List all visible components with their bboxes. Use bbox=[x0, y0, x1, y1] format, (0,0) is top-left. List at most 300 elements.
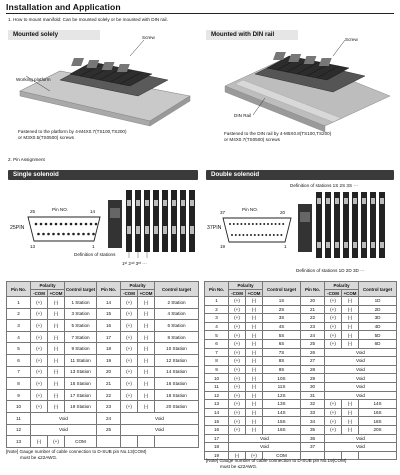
polarity-com-neg: (+) bbox=[229, 314, 246, 323]
polarity-com-neg: (+) bbox=[229, 417, 246, 426]
pin-number: 5 bbox=[205, 331, 229, 340]
table-row bbox=[205, 391, 397, 400]
polarity-com-pos: (-) bbox=[342, 314, 359, 323]
table-row bbox=[205, 443, 397, 452]
col-com-pos: +COM bbox=[246, 290, 263, 297]
polarity-com-neg: (+) bbox=[229, 425, 246, 434]
table-row bbox=[205, 434, 397, 443]
pin-number: 18 bbox=[97, 343, 121, 355]
control-target: 17 Station bbox=[65, 389, 97, 401]
table-row bbox=[205, 417, 397, 426]
pin-number: 10 bbox=[205, 374, 229, 383]
single-table-body bbox=[7, 297, 199, 448]
pin-number: 29 bbox=[301, 374, 325, 383]
pin-number: 13 bbox=[205, 400, 229, 409]
polarity-com-pos: (-) bbox=[246, 348, 263, 357]
table-row bbox=[205, 382, 397, 391]
single-note-line1: [Note] Gauge number of cable connection to D-SUB pin No.13(COM) bbox=[6, 449, 147, 454]
polarity-com-pos: (-) bbox=[138, 354, 155, 366]
control-target: 4S bbox=[263, 322, 301, 331]
pin-number: 18 bbox=[205, 443, 229, 452]
table-row bbox=[7, 354, 199, 366]
control-target: 14 Station bbox=[155, 366, 199, 378]
pin-number: 17 bbox=[205, 434, 229, 443]
control-target: 1S bbox=[263, 297, 301, 306]
table-row bbox=[205, 408, 397, 417]
polarity-com-neg: (+) bbox=[325, 314, 342, 323]
polarity-com-pos: (-) bbox=[342, 305, 359, 314]
void-cell: Void bbox=[325, 365, 397, 374]
pin-number: 37 bbox=[301, 443, 325, 452]
polarity-com-pos: (-) bbox=[246, 374, 263, 383]
polarity-com-neg: (+) bbox=[121, 320, 138, 332]
void-cell: Void bbox=[31, 412, 97, 424]
col-control: Control target bbox=[65, 282, 97, 297]
single-dsub-connector bbox=[26, 214, 102, 244]
pin-number: 24 bbox=[97, 412, 121, 424]
control-target: 10 Station bbox=[155, 343, 199, 355]
polarity-com-pos: (-) bbox=[342, 417, 359, 426]
control-target: 18 Station bbox=[155, 389, 199, 401]
pin-number: 11 bbox=[7, 412, 31, 424]
single-stations-label: Definition of stations bbox=[74, 252, 116, 257]
col-control: Control target bbox=[155, 282, 199, 297]
pin-number: 2 bbox=[205, 305, 229, 314]
pin-number: 27 bbox=[301, 357, 325, 366]
col-pin-no: Pin No. bbox=[97, 282, 121, 297]
double-manifold-topview bbox=[298, 190, 392, 264]
pin-number: 13 bbox=[7, 436, 31, 448]
col-control: Control target bbox=[263, 282, 301, 297]
control-target: 19 Station bbox=[65, 401, 97, 413]
control-target: 12S bbox=[263, 391, 301, 400]
control-target: 16S bbox=[359, 408, 397, 417]
polarity-com-pos: (-) bbox=[246, 425, 263, 434]
pin-number: 20 bbox=[97, 366, 121, 378]
polarity-com-pos: (-) bbox=[138, 308, 155, 320]
mount-note: 1. How to mount manifold: Can be mounted solely or be mounted with DIN rail. bbox=[8, 17, 168, 22]
table-row bbox=[205, 374, 397, 383]
void-cell: Void bbox=[325, 382, 397, 391]
polarity-com-neg: (+) bbox=[229, 382, 246, 391]
control-target: 14S bbox=[263, 408, 301, 417]
working-platform-label: Working platform bbox=[16, 77, 51, 82]
col-com-neg: -COM bbox=[229, 290, 246, 297]
polarity-com-neg: (-) bbox=[31, 436, 48, 448]
control-target: 6D bbox=[359, 339, 397, 348]
table-row bbox=[7, 343, 199, 355]
pin-number: 5 bbox=[7, 343, 31, 355]
polarity-com-neg: (+) bbox=[31, 331, 48, 343]
table-row bbox=[205, 314, 397, 323]
double-pin-no-label: Pin NO. bbox=[242, 207, 259, 212]
control-target: 4 Station bbox=[155, 308, 199, 320]
pin-number: 31 bbox=[301, 391, 325, 400]
single-pin-13: 13 bbox=[30, 244, 36, 249]
table-row bbox=[7, 424, 199, 436]
com-cell: COM bbox=[263, 451, 301, 460]
polarity-com-pos: (-) bbox=[48, 378, 65, 390]
polarity-com-pos: (-) bbox=[48, 297, 65, 309]
control-target: 20S bbox=[359, 425, 397, 434]
polarity-com-pos: (-) bbox=[246, 322, 263, 331]
polarity-com-pos: (-) bbox=[138, 401, 155, 413]
polarity-com-pos: (-) bbox=[342, 339, 359, 348]
double-table-body bbox=[205, 297, 397, 460]
polarity-com-neg: (+) bbox=[229, 391, 246, 400]
single-pins-label: 25PIN bbox=[10, 225, 25, 231]
polarity-com-pos: (-) bbox=[342, 408, 359, 417]
pin-number: 36 bbox=[301, 434, 325, 443]
double-pin-37: 37 bbox=[220, 210, 226, 215]
void-cell: Void bbox=[325, 348, 397, 357]
empty-cell bbox=[97, 436, 121, 448]
pin-number: 10 bbox=[7, 401, 31, 413]
single-pin-table bbox=[6, 281, 199, 448]
polarity-com-pos: (-) bbox=[138, 297, 155, 309]
polarity-com-neg: (+) bbox=[31, 308, 48, 320]
col-com-pos: +COM bbox=[342, 290, 359, 297]
din-rail-label: DIN Rail bbox=[234, 113, 252, 118]
table-row bbox=[205, 322, 397, 331]
polarity-com-neg: (+) bbox=[229, 297, 246, 306]
control-target: 5D bbox=[359, 331, 397, 340]
void-cell: Void bbox=[121, 412, 199, 424]
control-target: 3S bbox=[263, 314, 301, 323]
control-target: 10S bbox=[263, 374, 301, 383]
control-target: 16 Station bbox=[155, 378, 199, 390]
pin-number: 1 bbox=[7, 297, 31, 309]
pin-number: 16 bbox=[97, 320, 121, 332]
double-solenoid-tag: Double solenoid bbox=[206, 170, 394, 180]
polarity-com-pos: (-) bbox=[138, 343, 155, 355]
control-target: 9 Station bbox=[65, 343, 97, 355]
double-stations-top: Definition of stations 1S 2S 3S ··· bbox=[290, 183, 358, 188]
polarity-com-neg: (+) bbox=[325, 297, 342, 306]
polarity-com-neg: (+) bbox=[229, 408, 246, 417]
void-cell: Void bbox=[229, 434, 301, 443]
single-solenoid-tag: Single solenoid bbox=[8, 170, 198, 180]
polarity-com-neg: (+) bbox=[121, 297, 138, 309]
pin-number: 8 bbox=[205, 357, 229, 366]
polarity-com-pos: (-) bbox=[138, 331, 155, 343]
polarity-com-pos: (-) bbox=[138, 366, 155, 378]
col-control: Control target bbox=[359, 282, 397, 297]
polarity-com-neg: (+) bbox=[325, 425, 342, 434]
din-caption-line2: or M4X0.7(TS0500) screws bbox=[224, 137, 280, 142]
table-row bbox=[205, 305, 397, 314]
polarity-com-neg: (+) bbox=[121, 389, 138, 401]
double-stations-bottom: Definition of stations 1D 2D 3D ··· bbox=[296, 268, 365, 273]
polarity-com-neg: (+) bbox=[31, 320, 48, 332]
col-pin-no: Pin No. bbox=[7, 282, 31, 297]
polarity-com-pos: (-) bbox=[138, 389, 155, 401]
empty-cell bbox=[121, 436, 138, 448]
polarity-com-pos: (-) bbox=[246, 339, 263, 348]
control-target: 2 Station bbox=[155, 297, 199, 309]
col-polarity: Polarity bbox=[325, 282, 359, 290]
pin-number: 7 bbox=[205, 348, 229, 357]
control-target: 5 Station bbox=[65, 320, 97, 332]
void-cell: Void bbox=[325, 434, 397, 443]
polarity-com-neg: (+) bbox=[121, 343, 138, 355]
void-cell: Void bbox=[121, 424, 199, 436]
polarity-com-pos: (-) bbox=[246, 314, 263, 323]
control-target: 18S bbox=[359, 417, 397, 426]
polarity-com-neg: (+) bbox=[121, 308, 138, 320]
pin-number: 16 bbox=[205, 425, 229, 434]
table-row bbox=[205, 331, 397, 340]
single-pin-25: 25 bbox=[30, 209, 36, 214]
table-row bbox=[205, 339, 397, 348]
pin-number: 3 bbox=[7, 320, 31, 332]
table-row bbox=[205, 365, 397, 374]
polarity-com-neg: (+) bbox=[325, 331, 342, 340]
pin-number: 9 bbox=[7, 389, 31, 401]
pin-number: 12 bbox=[205, 391, 229, 400]
section-title: Installation and Application bbox=[6, 2, 121, 12]
pin-number: 30 bbox=[301, 382, 325, 391]
control-target: 5S bbox=[263, 331, 301, 340]
pin-number: 33 bbox=[301, 408, 325, 417]
pin-number: 19 bbox=[97, 354, 121, 366]
control-target: 15 Station bbox=[65, 378, 97, 390]
double-pin-19: 19 bbox=[220, 244, 226, 249]
pin-number: 19 bbox=[205, 451, 229, 460]
polarity-com-pos: (-) bbox=[246, 408, 263, 417]
polarity-com-pos: (-) bbox=[138, 378, 155, 390]
din-caption-line1: Fastened to the DIN rail by 4-M5X0.8(TS100,TS200) bbox=[224, 131, 332, 136]
void-cell: Void bbox=[325, 391, 397, 400]
polarity-com-pos: (-) bbox=[48, 320, 65, 332]
polarity-com-neg: (+) bbox=[31, 366, 48, 378]
control-target: 16S bbox=[263, 425, 301, 434]
table-row bbox=[7, 401, 199, 413]
void-cell: Void bbox=[31, 424, 97, 436]
empty-cell bbox=[155, 436, 199, 448]
pin-number: 9 bbox=[205, 365, 229, 374]
polarity-com-pos: (-) bbox=[342, 297, 359, 306]
pin-number: 7 bbox=[7, 366, 31, 378]
pin-number: 17 bbox=[97, 331, 121, 343]
control-target: 1 Station bbox=[65, 297, 97, 309]
col-polarity: Polarity bbox=[121, 282, 155, 290]
polarity-com-neg: (+) bbox=[31, 343, 48, 355]
col-com-neg: -COM bbox=[31, 290, 48, 297]
title-rule bbox=[6, 13, 394, 14]
control-target: 13S bbox=[263, 400, 301, 409]
pin-number: 20 bbox=[301, 297, 325, 306]
table-row bbox=[205, 400, 397, 409]
polarity-com-neg: (-) bbox=[229, 451, 246, 460]
pin-number: 15 bbox=[205, 417, 229, 426]
polarity-com-neg: (+) bbox=[121, 331, 138, 343]
polarity-com-pos: (+) bbox=[246, 451, 263, 460]
void-cell: Void bbox=[229, 443, 301, 452]
single-note-line2: must be ≤22AWG. bbox=[20, 455, 58, 460]
table-row bbox=[205, 297, 397, 306]
screw-label-left: Screw bbox=[142, 35, 155, 40]
polarity-com-neg: (+) bbox=[229, 348, 246, 357]
mounted-solely-tag: Mounted solely bbox=[8, 30, 100, 40]
mounted-din-tag: Mounted with DIN rail bbox=[206, 30, 298, 40]
table-row bbox=[205, 357, 397, 366]
pin-number: 3 bbox=[205, 314, 229, 323]
polarity-com-pos: (+) bbox=[48, 436, 65, 448]
void-cell: Void bbox=[325, 443, 397, 452]
polarity-com-pos: (-) bbox=[342, 400, 359, 409]
double-pins-label: 37PIN bbox=[207, 225, 222, 231]
double-note-line1: [Note] Gauge number of cable connection to D-SUB pin No.19(COM) bbox=[206, 458, 347, 463]
control-target: 8S bbox=[263, 357, 301, 366]
control-target: 1D bbox=[359, 297, 397, 306]
pin-number: 4 bbox=[7, 331, 31, 343]
double-pin-1: 1 bbox=[284, 244, 287, 249]
polarity-com-pos: (-) bbox=[48, 401, 65, 413]
pin-number: 26 bbox=[301, 348, 325, 357]
polarity-com-pos: (-) bbox=[48, 308, 65, 320]
polarity-com-pos: (-) bbox=[48, 343, 65, 355]
polarity-com-neg: (+) bbox=[325, 408, 342, 417]
col-pin-no: Pin No. bbox=[205, 282, 229, 297]
polarity-com-pos: (-) bbox=[246, 357, 263, 366]
void-cell: Void bbox=[325, 374, 397, 383]
double-pin-20: 20 bbox=[280, 210, 286, 215]
polarity-com-neg: (+) bbox=[325, 339, 342, 348]
polarity-com-pos: (-) bbox=[246, 382, 263, 391]
pin-number: 24 bbox=[301, 331, 325, 340]
polarity-com-neg: (+) bbox=[121, 401, 138, 413]
polarity-com-neg: (+) bbox=[229, 357, 246, 366]
table-row bbox=[7, 331, 199, 343]
control-target: 2S bbox=[263, 305, 301, 314]
polarity-com-pos: (-) bbox=[246, 400, 263, 409]
polarity-com-neg: (+) bbox=[229, 374, 246, 383]
manifold-illustration-din bbox=[225, 38, 390, 133]
polarity-com-pos: (-) bbox=[246, 305, 263, 314]
control-target: 12 Station bbox=[155, 354, 199, 366]
polarity-com-pos: (-) bbox=[342, 331, 359, 340]
void-cell: Void bbox=[325, 357, 397, 366]
table-row bbox=[7, 436, 199, 448]
control-target: 2D bbox=[359, 305, 397, 314]
polarity-com-neg: (+) bbox=[31, 354, 48, 366]
polarity-com-pos: (-) bbox=[48, 366, 65, 378]
table-row bbox=[7, 378, 199, 390]
table-row bbox=[205, 425, 397, 434]
polarity-com-pos: (-) bbox=[246, 331, 263, 340]
polarity-com-neg: (+) bbox=[229, 331, 246, 340]
pin-number: 23 bbox=[301, 322, 325, 331]
single-pin-14: 14 bbox=[90, 209, 96, 214]
polarity-com-pos: (-) bbox=[48, 389, 65, 401]
pin-number: 2 bbox=[7, 308, 31, 320]
table-row bbox=[7, 412, 199, 424]
control-target: 20 Station bbox=[155, 401, 199, 413]
control-target: 8 Station bbox=[155, 331, 199, 343]
polarity-com-neg: (+) bbox=[325, 305, 342, 314]
polarity-com-pos: (-) bbox=[48, 354, 65, 366]
control-target: 6 Station bbox=[155, 320, 199, 332]
solely-caption-line2: or M3X0.5(TS0500) screws bbox=[18, 135, 74, 140]
pin-number: 22 bbox=[97, 389, 121, 401]
table-row bbox=[7, 366, 199, 378]
control-target: 9S bbox=[263, 365, 301, 374]
col-pin-no: Pin No. bbox=[301, 282, 325, 297]
table-row bbox=[205, 348, 397, 357]
col-polarity: Polarity bbox=[31, 282, 65, 290]
com-cell: COM bbox=[65, 436, 97, 448]
pin-number: 4 bbox=[205, 322, 229, 331]
polarity-com-neg: (+) bbox=[325, 417, 342, 426]
screw-label-right: Screw bbox=[345, 37, 358, 42]
control-target: 4D bbox=[359, 322, 397, 331]
polarity-com-pos: (-) bbox=[246, 297, 263, 306]
polarity-com-neg: (+) bbox=[325, 400, 342, 409]
single-pin-no-label: Pin NO. bbox=[52, 207, 69, 212]
polarity-com-neg: (+) bbox=[31, 297, 48, 309]
pin-number: 21 bbox=[301, 305, 325, 314]
double-pin-table bbox=[204, 281, 397, 460]
pin-number: 1 bbox=[205, 297, 229, 306]
pin-assignment-title: 2. Pin Assignment bbox=[8, 157, 45, 162]
col-com-pos: +COM bbox=[138, 290, 155, 297]
pin-number: 34 bbox=[301, 417, 325, 426]
control-target: 11S bbox=[263, 382, 301, 391]
pin-number: 25 bbox=[97, 424, 121, 436]
polarity-com-neg: (+) bbox=[229, 339, 246, 348]
table-row bbox=[7, 308, 199, 320]
polarity-com-pos: (-) bbox=[246, 365, 263, 374]
polarity-com-pos: (-) bbox=[342, 425, 359, 434]
pin-number: 6 bbox=[7, 354, 31, 366]
polarity-com-neg: (+) bbox=[31, 378, 48, 390]
pin-number: 23 bbox=[97, 401, 121, 413]
pin-number: 32 bbox=[301, 400, 325, 409]
pin-number: 15 bbox=[97, 308, 121, 320]
single-pin-1: 1 bbox=[92, 244, 95, 249]
polarity-com-pos: (-) bbox=[138, 320, 155, 332]
pin-number: 12 bbox=[7, 424, 31, 436]
pin-number: 14 bbox=[97, 297, 121, 309]
polarity-com-neg: (+) bbox=[31, 401, 48, 413]
polarity-com-neg: (+) bbox=[31, 389, 48, 401]
control-target: 6S bbox=[263, 339, 301, 348]
control-target: 7 Station bbox=[65, 331, 97, 343]
col-polarity: Polarity bbox=[229, 282, 263, 290]
double-dsub-connector bbox=[221, 216, 293, 244]
pin-number: 8 bbox=[7, 378, 31, 390]
control-target: 14S bbox=[359, 400, 397, 409]
double-note-line2: must be ≤22AWG. bbox=[220, 464, 258, 469]
polarity-com-pos: (-) bbox=[246, 417, 263, 426]
polarity-com-neg: (+) bbox=[229, 400, 246, 409]
empty-cell bbox=[138, 436, 155, 448]
polarity-com-neg: (+) bbox=[121, 378, 138, 390]
control-target: 13 Station bbox=[65, 366, 97, 378]
solely-caption-line1: Fastened to the platform by 4-M4X0.7(TS100,TS200) bbox=[18, 129, 127, 134]
control-target: 11 Station bbox=[65, 354, 97, 366]
polarity-com-neg: (+) bbox=[229, 305, 246, 314]
pin-number: 25 bbox=[301, 339, 325, 348]
polarity-com-neg: (+) bbox=[229, 322, 246, 331]
control-target: 7S bbox=[263, 348, 301, 357]
polarity-com-neg: (+) bbox=[121, 366, 138, 378]
table-row bbox=[7, 297, 199, 309]
control-target: 3 Station bbox=[65, 308, 97, 320]
single-manifold-topview bbox=[108, 186, 200, 260]
control-target: 3D bbox=[359, 314, 397, 323]
